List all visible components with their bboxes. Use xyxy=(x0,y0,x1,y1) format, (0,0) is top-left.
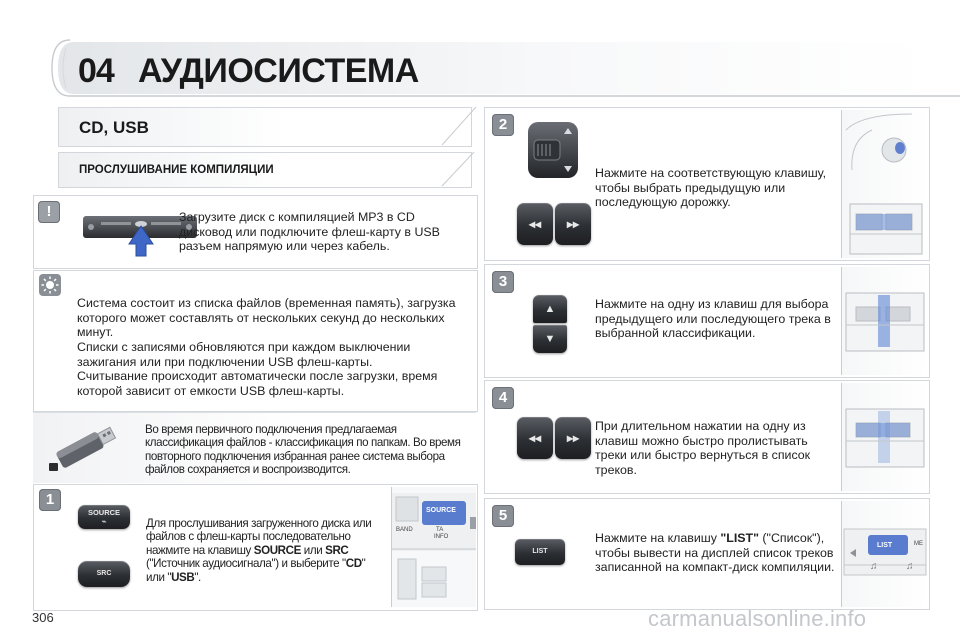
step2-next-button[interactable] xyxy=(555,203,591,245)
fig-band-label: BAND xyxy=(396,527,413,533)
music-note-icon: ♫ xyxy=(906,561,914,572)
fig-info-label: INFO xyxy=(434,534,449,540)
step3-wheel-figure xyxy=(841,267,928,375)
fast-forward-icon: ▸▸ xyxy=(566,431,580,445)
warning-panel xyxy=(33,195,478,269)
info-paragraph-2: Списки с записями обновляются при каждом выключении зажигания или при подключении USB флеш-карты. xyxy=(77,340,411,369)
watermark: carmanualsonline.info xyxy=(648,606,867,631)
step1-src-word: SRC xyxy=(325,543,349,557)
step5-panel xyxy=(484,498,930,610)
page-number: 306 xyxy=(32,610,54,625)
step1-cd-word: CD xyxy=(345,557,362,571)
rewind-icon: ◂◂ xyxy=(528,217,542,231)
step1-panel-figure xyxy=(391,487,476,607)
step2-text: Нажмите на соответствующую клавишу, чтобы выбрать предыдущую или последующую дорожку. xyxy=(595,166,827,210)
arrow-down-icon: ▼ xyxy=(544,333,556,345)
source-button-mark: ⌁ xyxy=(101,517,107,526)
subtitle-accent xyxy=(440,150,480,188)
steering-wheel-drawing xyxy=(842,110,928,258)
step5-text-b: ("Список"), чтобы вывести на дисплей список треков записанной на компакт-диск компиляции. xyxy=(595,531,835,575)
step4-text: При длительном нажатии на одну из клавиш можно быстро пролистывать треки или быстро вернуться в список треков. xyxy=(595,419,811,477)
fig-ta-label: TA xyxy=(436,527,444,533)
fig-me-label: ME xyxy=(914,541,923,547)
rocker-switch-icon xyxy=(520,120,582,180)
step5-list-word: "LIST" xyxy=(720,531,759,545)
list-button-label: LIST xyxy=(532,548,548,555)
rewind-icon: ◂◂ xyxy=(528,431,542,445)
fig-source-label: SOURCE xyxy=(426,507,456,514)
section-subtitle: ПРОСЛУШИВАНИЕ КОМПИЛЯЦИИ xyxy=(79,164,274,176)
chapter-number: 04 xyxy=(78,52,114,90)
step1-source-word: SOURCE xyxy=(253,543,301,557)
step2-wheel-figure xyxy=(841,110,928,258)
step3-text: Нажмите на одну из клавиш для выбора предыдущего или последующего трека в выбранной классификации. xyxy=(595,297,831,341)
usb-note xyxy=(33,412,476,483)
step3-down-button[interactable] xyxy=(533,325,567,353)
warning-icon: ! xyxy=(38,201,60,223)
source-button-label: SOURCE xyxy=(87,508,121,517)
step4-next-button[interactable] xyxy=(555,417,591,459)
info-paragraph-1: Система состоит из списка файлов (временная память), загрузка которого может составлять от нескольких секунд до нескольких минут. xyxy=(77,296,456,340)
step1-text-a: Для прослушивания загруженного диска или файлов с флеш-карты последовательно нажмите на клавишу xyxy=(146,517,372,557)
track-rocker-image xyxy=(520,120,582,180)
step1-panel xyxy=(33,484,478,611)
step5-text xyxy=(595,531,835,575)
list-button[interactable] xyxy=(515,539,565,565)
step1-badge: 1 xyxy=(39,489,61,511)
radio-panel-drawing xyxy=(392,487,476,607)
step2-prev-button[interactable] xyxy=(517,203,553,245)
lightbulb-icon xyxy=(39,274,61,296)
step3-badge: 3 xyxy=(492,271,514,293)
warning-text: Загрузите диск с компиляцией MP3 в CD дисковод или подключите флеш-карту в USB разъем напрямую или через кабель. xyxy=(179,210,440,254)
step1-text-or: или xyxy=(300,543,326,557)
step1-text-d: ". xyxy=(194,570,201,584)
chapter-title: АУДИОСИСТЕМА xyxy=(138,52,419,90)
step5-badge: 5 xyxy=(492,505,514,527)
controls-drawing xyxy=(842,383,928,491)
step5-figure xyxy=(841,501,928,607)
info-panel xyxy=(33,270,478,412)
step5-text-a: Нажмите на клавишу xyxy=(595,531,721,545)
step4-badge: 4 xyxy=(492,387,514,409)
section-title: CD, USB xyxy=(79,118,149,137)
step3-up-button[interactable] xyxy=(533,295,567,323)
step1-text-b: ("Источник аудиосигнала") и выберите " xyxy=(146,557,346,571)
fig-list-label: LIST xyxy=(877,542,893,549)
section-subtitle-box xyxy=(58,152,472,188)
usb-stick-icon xyxy=(47,425,121,473)
arrow-up-icon: ▲ xyxy=(544,303,556,315)
section-title-box xyxy=(58,107,472,147)
radio-list-drawing xyxy=(842,501,928,607)
step1-text xyxy=(146,517,381,584)
src-button[interactable] xyxy=(78,561,130,587)
controls-drawing xyxy=(842,267,928,375)
step3-panel xyxy=(484,264,930,378)
step1-usb-word: USB xyxy=(171,570,195,584)
section-title-accent xyxy=(440,105,480,147)
step2-panel xyxy=(484,107,930,261)
step4-prev-button[interactable] xyxy=(517,417,553,459)
source-button[interactable] xyxy=(78,505,130,529)
step1-text-c: " или " xyxy=(146,557,366,584)
step2-badge: 2 xyxy=(492,114,514,136)
info-paragraph-3: Считывание происходит автоматически после загрузки, время которой зависит от емкости USB флеш-карты. xyxy=(77,369,438,398)
src-button-label: SRC xyxy=(96,570,112,577)
step4-wheel-figure xyxy=(841,383,928,491)
fast-forward-icon: ▸▸ xyxy=(566,217,580,231)
step4-panel xyxy=(484,380,930,494)
usb-note-text: Во время первичного подключения предлагаемая классификация файлов - классификация по папкам. Во время повторного подключения избранная ранее система выбора файлов сохраняется и воспроизводится. xyxy=(145,423,461,477)
music-note-icon: ♫ xyxy=(870,561,878,572)
